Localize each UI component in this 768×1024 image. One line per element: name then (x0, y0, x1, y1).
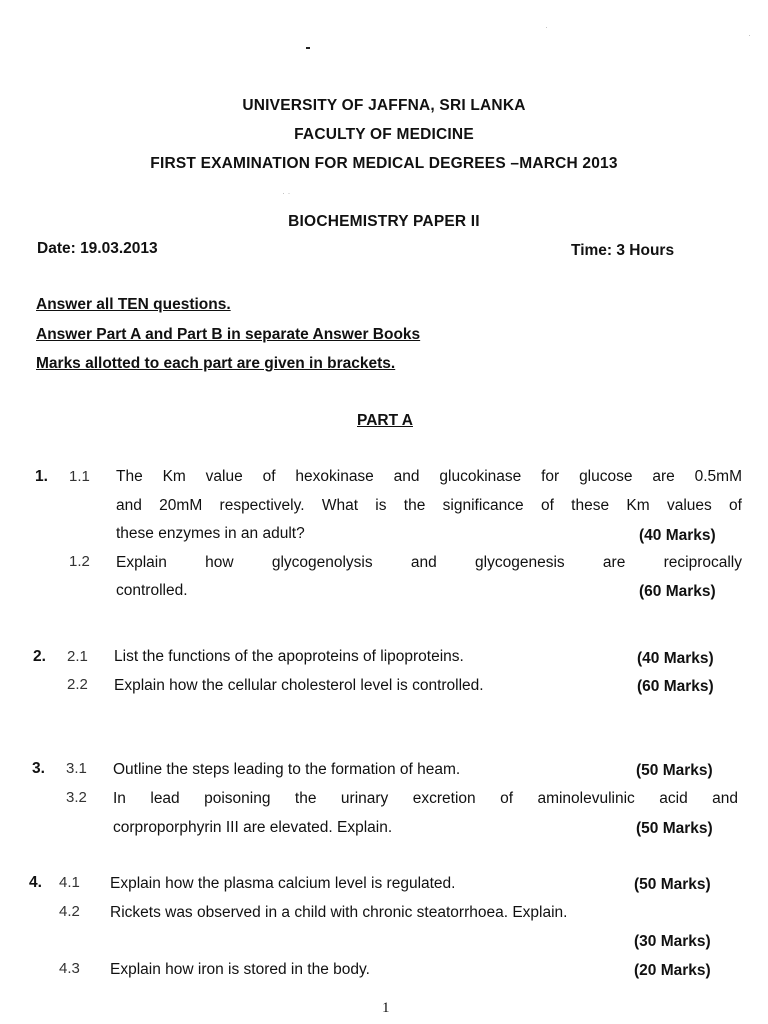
question-text: and 20mM respectively. What is the significance of these Km values of (116, 497, 742, 514)
subquestion-number: 2.2 (67, 676, 88, 693)
marks-label: (40 Marks) (637, 650, 714, 667)
paper-title: BIOCHEMISTRY PAPER II (288, 213, 480, 230)
exam-time: Time: 3 Hours (571, 242, 675, 259)
scan-speck: · (545, 22, 548, 32)
page-number: 1 (382, 1000, 390, 1016)
question-text: Explain how iron is stored in the body. (110, 961, 370, 978)
subquestion-number: 3.1 (66, 760, 87, 777)
question-number: 2. (33, 648, 46, 665)
question-number: 4. (29, 874, 42, 891)
question-text: corproporphyrin III are elevated. Explain. (113, 819, 393, 836)
question-text: List the functions of the apoproteins of lipoproteins. (114, 648, 464, 665)
faculty-title: FACULTY OF MEDICINE (294, 126, 474, 143)
marks-label: (50 Marks) (636, 762, 713, 779)
question-number: 3. (32, 760, 45, 777)
marks-label: (20 Marks) (634, 962, 711, 979)
subquestion-number: 4.2 (59, 903, 80, 920)
question-text: Rickets was observed in a child with chronic steatorrhoea. Explain. (110, 904, 568, 921)
question-text: Explain how glycogenolysis and glycogenesis are reciprocally (116, 554, 742, 571)
question-number: 1. (35, 468, 48, 485)
instruction-line: Answer Part A and Part B in separate Answer Books (36, 326, 421, 343)
part-title: PART A (357, 412, 413, 429)
marks-label: (50 Marks) (636, 820, 713, 837)
instruction-line: Answer all TEN questions. (36, 296, 231, 313)
question-text: these enzymes in an adult? (116, 525, 305, 542)
instruction-line: Marks allotted to each part are given in brackets. (36, 355, 396, 372)
question-text: In lead poisoning the urinary excretion of aminolevulinic acid and (113, 790, 738, 807)
subquestion-number: 2.1 (67, 648, 88, 665)
university-title: UNIVERSITY OF JAFFNA, SRI LANKA (242, 97, 526, 114)
subquestion-number: 1.2 (69, 553, 90, 570)
subquestion-number: 4.1 (59, 874, 80, 891)
question-text: Explain how the plasma calcium level is regulated. (110, 875, 456, 892)
subquestion-number: 3.2 (66, 789, 87, 806)
question-text: Outline the steps leading to the formation of heam. (113, 761, 461, 778)
scan-speck: · (748, 30, 751, 40)
scan-speck (306, 47, 310, 49)
marks-label: (60 Marks) (639, 583, 716, 600)
question-text: The Km value of hexokinase and glucokinase for glucose are 0.5mM (116, 468, 742, 485)
exam-title: FIRST EXAMINATION FOR MEDICAL DEGREES –MARCH 2013 (150, 155, 618, 172)
marks-label: (50 Marks) (634, 876, 711, 893)
scan-speck: · · (282, 188, 291, 198)
exam-date: Date: 19.03.2013 (37, 240, 158, 257)
subquestion-number: 4.3 (59, 960, 80, 977)
marks-label: (30 Marks) (634, 933, 711, 950)
subquestion-number: 1.1 (69, 468, 90, 485)
marks-label: (40 Marks) (639, 527, 716, 544)
question-text: controlled. (116, 582, 188, 599)
marks-label: (60 Marks) (637, 678, 714, 695)
question-text: Explain how the cellular cholesterol level is controlled. (114, 677, 484, 694)
